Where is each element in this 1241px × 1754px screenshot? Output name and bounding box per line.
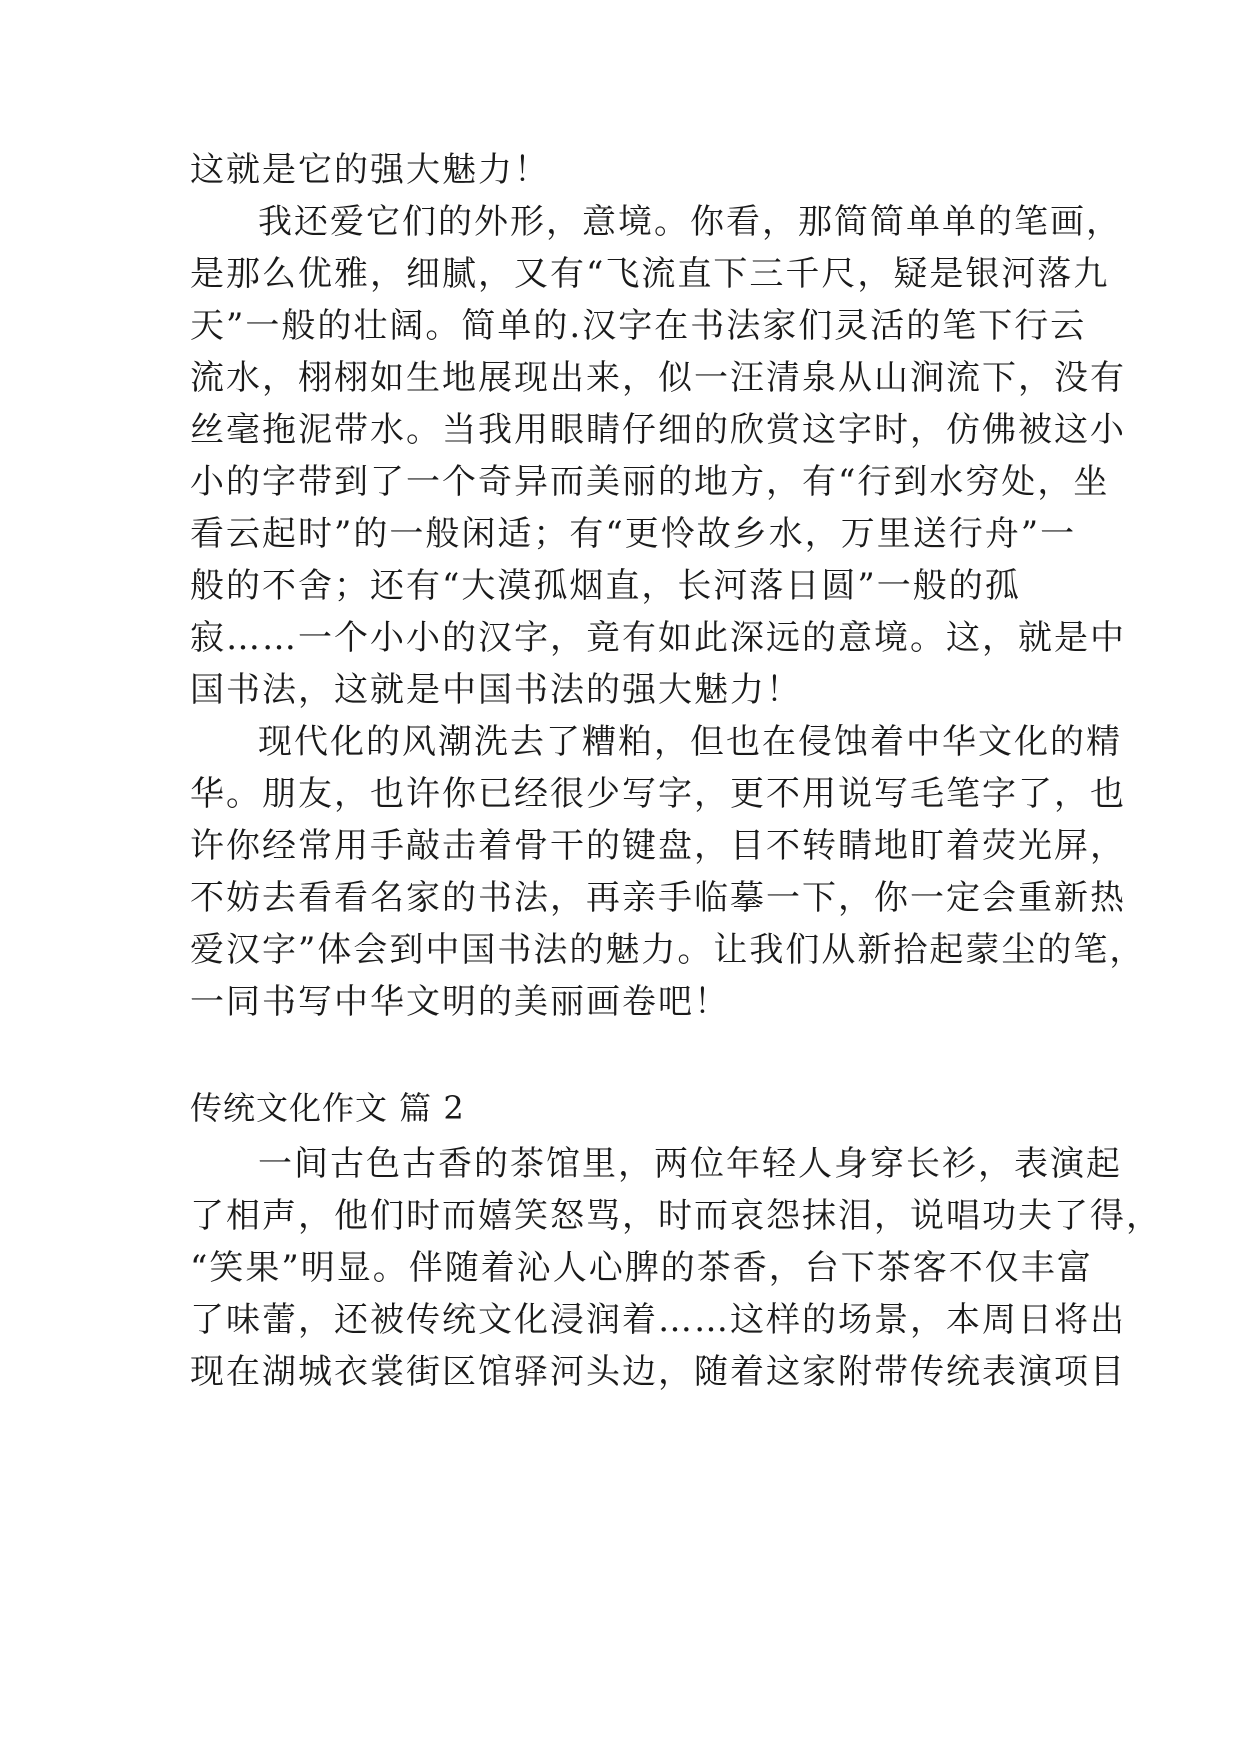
text-line: 这就是它的强大魅力！ [190, 150, 550, 190]
text-line: 看云起时”的一般闲适；有“更怜故乡水，万里送行舟”一 [190, 514, 1077, 554]
text-line: 寂……一个小小的汉字，竟有如此深远的意境。这，就是中 [190, 618, 1126, 658]
text-line: 国书法，这就是中国书法的强大魅力！ [190, 670, 802, 710]
text-line: 了味蕾，还被传统文化浸润着……这样的场景，本周日将出 [190, 1300, 1126, 1340]
text-line: 不妨去看看名家的书法，再亲手临摹一下，你一定会重新热 [190, 878, 1126, 918]
text-line: 天”一般的壮阔。简单的.汉字在书法家们灵活的笔下行云 [190, 306, 1087, 346]
text-line: 现在湖城衣裳街区馆驿河头边，随着这家附带传统表演项目 [190, 1352, 1126, 1392]
text-line: 华。朋友，也许你已经很少写字，更不用说写毛笔字了，也 [190, 774, 1126, 814]
text-line: 爱汉字”体会到中国书法的魅力。让我们从新拾起蒙尘的笔， [190, 930, 1146, 970]
paragraph-first-line: 现代化的风潮洗去了糟粕，但也在侵蚀着中华文化的精 [258, 722, 1122, 762]
text-line: 丝毫拖泥带水。当我用眼睛仔细的欣赏这字时，仿佛被这小 [190, 410, 1126, 450]
text-line: 许你经常用手敲击着骨干的键盘，目不转睛地盯着荧光屏， [190, 826, 1126, 866]
paragraph-first-line: 一间古色古香的茶馆里，两位年轻人身穿长衫，表演起 [258, 1144, 1122, 1184]
text-line: 般的不舍；还有“大漠孤烟直，长河落日圆”一般的孤 [190, 566, 1021, 606]
text-line: 是那么优雅，细腻，又有“飞流直下三千尺，疑是银河落九 [190, 254, 1110, 294]
text-line: 小的字带到了一个奇异而美丽的地方，有“行到水穷处，坐 [190, 462, 1110, 502]
text-line: 流水，栩栩如生地展现出来，似一汪清泉从山涧流下，没有 [190, 358, 1126, 398]
text-line: “笑果”明显。伴随着沁人心脾的茶香，台下茶客不仅丰富 [190, 1248, 1093, 1288]
section-heading: 传统文化作文 篇 2 [190, 1089, 465, 1127]
text-line: 一同书写中华文明的美丽画卷吧！ [190, 982, 730, 1022]
text-line: 了相声，他们时而嬉笑怒骂，时而哀怨抹泪，说唱功夫了得， [190, 1196, 1162, 1236]
paragraph-first-line: 我还爱它们的外形，意境。你看，那简简单单的笔画， [258, 202, 1122, 242]
